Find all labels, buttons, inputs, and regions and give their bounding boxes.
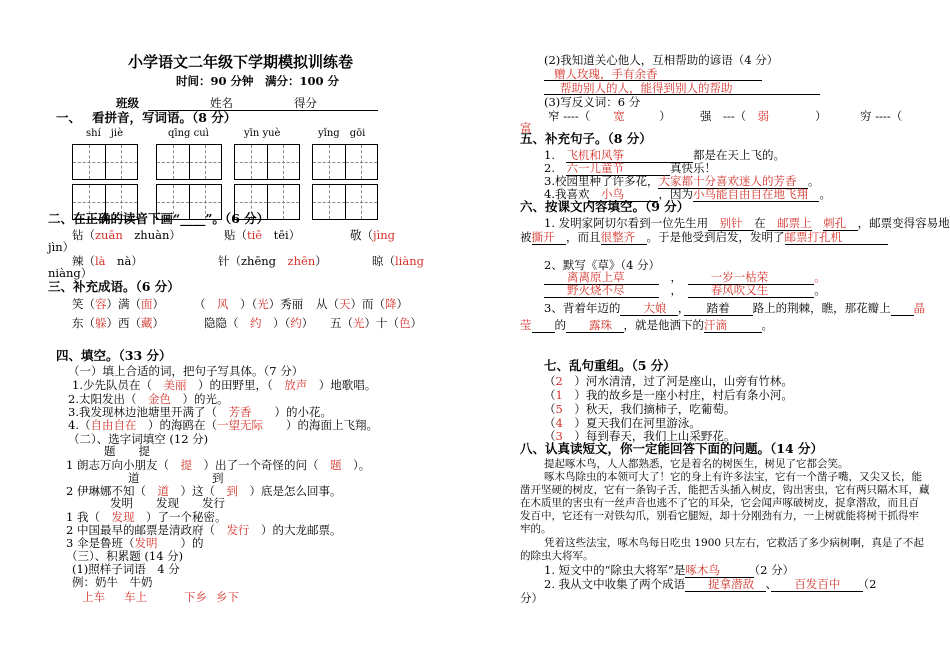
idiom-row-1: 笑（容）满（面） <box>72 297 164 311</box>
pron-row-1c: 敬（jìng <box>350 228 396 242</box>
pron-row-2-wrap: niàng） <box>48 266 93 280</box>
passage-para-3: 凭着这些法宝，啄木鸟每日吃虫 1900 只左右，它救活了多少病树啊，真是了不起 <box>544 537 924 549</box>
reorder-line-3: （5 ）秋天，我们摘柿子，吃葡萄。 <box>544 402 736 416</box>
text-fill-3: 3、背着年迈的 大娘 ， 踏着 路上的荆棘，瞧，那花瓣上 晶 <box>544 301 926 315</box>
antonym-question: (3)写反义词：6 分 <box>544 95 641 109</box>
page-title: 小学语文二年级下学期模拟训练卷 <box>128 53 354 71</box>
reorder-line-4: （4 ）夏天我们在河里游泳。 <box>544 416 701 430</box>
section-3-title: 三、补充成语。（6 分） <box>48 279 180 294</box>
reading-q2: 2. 我从文中收集了两个成语 捉拿潜敌 、 百发百中 （2 <box>544 577 877 591</box>
reading-q2-cont: 分） <box>520 591 543 605</box>
pron-row-1b: 贴（tiē tēi） <box>224 228 301 242</box>
passage-para-2-line-4: 发百中，它还有一对铁勾爪，别看它腿短，却十分刚劲有力，一上树就能将树干抓得牢 <box>520 510 919 522</box>
sentence-3: 3.校园里种了许多花，大家都十分喜欢迷人的芳香 。 <box>544 174 820 188</box>
passage-para-2-line-2: 凿开坚硬的树皮，它有一条钩子舌，能把舌头插入树皮，钩出害虫，它有两只隔木耳，藏 <box>520 484 930 496</box>
section-1-number: 一、 <box>56 110 82 125</box>
fill-q2: 2.太阳发出（ 金色 ）的光。 <box>68 392 229 406</box>
text-fill-3-cont: 莹 的 露珠 ，就是他洒下的汗滴 。 <box>520 318 773 332</box>
antonym-row: 窄 ----（ 宽 ） <box>548 109 671 123</box>
idiom-row-1b: （ 风 ）（光）秀丽 <box>194 297 304 311</box>
class-label: 班级 <box>116 96 139 110</box>
accum-answer-1: 上车 <box>82 590 105 604</box>
reorder-line-5: （3 ）每到春天，我们上山采野花。 <box>544 429 736 443</box>
section-8-title: 八、认真读短文，你一定能回答下面的问题。（14 分） <box>520 441 823 456</box>
accum-answer-3: 下乡 <box>184 590 207 604</box>
section-6-title: 六、按课文内容填空。（9 分） <box>520 199 690 214</box>
passage-para-2-line-5: 牢的。 <box>520 523 552 535</box>
accum-example: 例：奶牛 牛奶 <box>72 575 153 589</box>
passage-para-2-line-3: 在木质里的害虫有一丝声音也逃不了它的耳朵，它会闻声啄破树皮，捉拿潜敌，而且百 <box>520 497 919 509</box>
writing-grid-4[interactable] <box>312 144 378 180</box>
section-1-title: 看拼音，写词语。（8 分） <box>92 110 237 125</box>
section-5-title: 五、补充句子。（8 分） <box>520 131 652 146</box>
fill-x2: 2 伊琳娜不知（ 道 ）这（ 到 ）底是怎么回事。 <box>66 484 342 498</box>
word-pair-2a: 道 <box>128 471 140 485</box>
pron-row-1-wrap: jìn） <box>48 240 75 254</box>
sentence-2: 2. 六一儿童节 真快乐！ <box>544 161 716 175</box>
fill-y3: 3 伞是鲁班（发明 ）的 <box>66 536 204 550</box>
score-label: 得分 <box>294 96 317 110</box>
fill-q3: 3.我发现林边池塘里开满了（ 芳香 ）的小花。 <box>68 405 332 419</box>
text-fill-1-cont: 被撕开 ，而且很整齐 。于是他受到启发，发明了邮票打孔机 <box>520 230 888 244</box>
fill-part-1: （一）填上合适的词，把句子写具体。（7 分） <box>68 364 304 378</box>
proverb-answer-2: 帮助别人的人，能得到别人的帮助 <box>560 81 733 95</box>
pinyin-3: yīn yuè <box>244 128 281 139</box>
reorder-line-1: （2 ）河水清清，过了河是座山，山旁有竹林。 <box>544 374 793 388</box>
sentence-1: 1. 飞机和风筝 都是在天上飞的。 <box>544 148 785 162</box>
exam-meta: 时间：90 分钟 满分：100 分 <box>176 74 340 88</box>
fill-q4: 4.（自由自在 ）的海鸥在（一望无际 ）的海面上飞翔。 <box>68 418 378 432</box>
pron-row-1: 钻（zuān zhuàn） <box>72 228 181 242</box>
idiom-row-1c: 从（天）而（降） <box>316 297 408 311</box>
idiom-row-2: 东（躲）西（藏） <box>72 316 164 330</box>
fill-q1: 1.少先队员在（ 美丽 ）的田野里，（ 放声 ）地歌唱。 <box>72 378 377 392</box>
text-fill-1: 1. 发明家阿切尔看到一位先生用 别针 在 邮票上 刺孔 ，邮票变得容易地 <box>544 216 950 230</box>
poem-line-1: 离离原上草 ， 一岁一枯荣 。 <box>544 270 826 284</box>
writing-grid-3[interactable] <box>234 144 300 180</box>
fill-part-2: （二）、选字词填空 (12 分) <box>68 432 209 446</box>
pinyin-1: shí jiè <box>86 128 123 139</box>
passage-para-1: 提起啄木鸟，人人都熟悉，它是着名的树医生，树见了它都会笑。 <box>544 458 849 470</box>
passage-para-2-line-1: 啄木鸟除虫的本领可大了！它的身上有许多法宝，它有一个凿子嘴，又尖又长，能 <box>544 471 922 483</box>
poem-heading: 2、默写《草》（4 分） <box>544 258 661 272</box>
pinyin-2: qīng cuì <box>168 128 209 139</box>
pron-row-2b: 针（zhēng zhēn） <box>218 254 327 268</box>
antonym-row-3: 穷 ----（ <box>860 109 903 123</box>
section-4-title: 四、填空。（33 分） <box>56 348 172 363</box>
proverb-question: (2)我知道关心他人，互相帮助的谚语（4 分） <box>544 53 779 67</box>
name-label: 姓名 <box>210 96 233 110</box>
fill-y2: 2 中国最早的邮票是清政府（ 发行 ）的大龙邮票。 <box>66 523 342 537</box>
writing-grid-2[interactable] <box>156 144 222 180</box>
reading-q1: 1. 短文中的“除虫大将军”是啄木鸟 （2 分） <box>544 563 795 577</box>
word-pair-2b: 到 <box>212 471 224 485</box>
antonym-row-2: 强 ---（ 弱 ） <box>700 109 827 123</box>
pinyin-4: yǐng gōi <box>318 128 366 139</box>
writing-grid-1[interactable] <box>72 144 138 180</box>
accum-q1: (1)照样子词语 4 分 <box>72 562 180 576</box>
section-2-title: 二、在正确的读音下画“____”。（6 分） <box>48 211 270 226</box>
sentence-4: 4.我喜欢 小鸟 ，因为小鸟能自由自在地飞翔 。 <box>544 187 831 201</box>
poem-line-2: 野火烧不尽 ， 春风吹又生 。 <box>544 283 826 297</box>
pron-row-2c: 晾（liàng <box>372 254 424 268</box>
reorder-line-2: （1 ）我的故乡是一座小村庄，村后有条小河。 <box>544 388 793 402</box>
word-trio: 发明 发现 发行 <box>110 496 225 510</box>
accum-answer-4: 乡下 <box>216 590 239 604</box>
fill-part-3: （三）、积累题 (14 分) <box>66 549 184 563</box>
writing-grid-8[interactable] <box>312 184 378 220</box>
pron-row-2: 辣（là nà） <box>72 254 143 268</box>
passage-para-3-cont: 的除虫大将军。 <box>520 550 594 562</box>
idiom-row-2c: 五（光）十（色） <box>330 316 422 330</box>
accum-answer-2: 车上 <box>124 590 147 604</box>
section-7-title: 七、乱句重组。（5 分） <box>544 358 676 373</box>
proverb-answer-1: 赠人玫瑰，手有余香 <box>554 67 658 81</box>
fill-x1: 1 朗志万向小朋友（ 提 ）出了一个奇怪的问（ 题 ）。 <box>66 458 371 472</box>
word-pair-1: 题 提 <box>104 444 150 458</box>
antonym-answer-3: 富 <box>520 121 532 135</box>
fill-y1: 1 我（ 发现 ）了一个秘密。 <box>66 510 227 524</box>
idiom-row-2b: 隐隐（ 约 ）（约） <box>204 316 314 330</box>
